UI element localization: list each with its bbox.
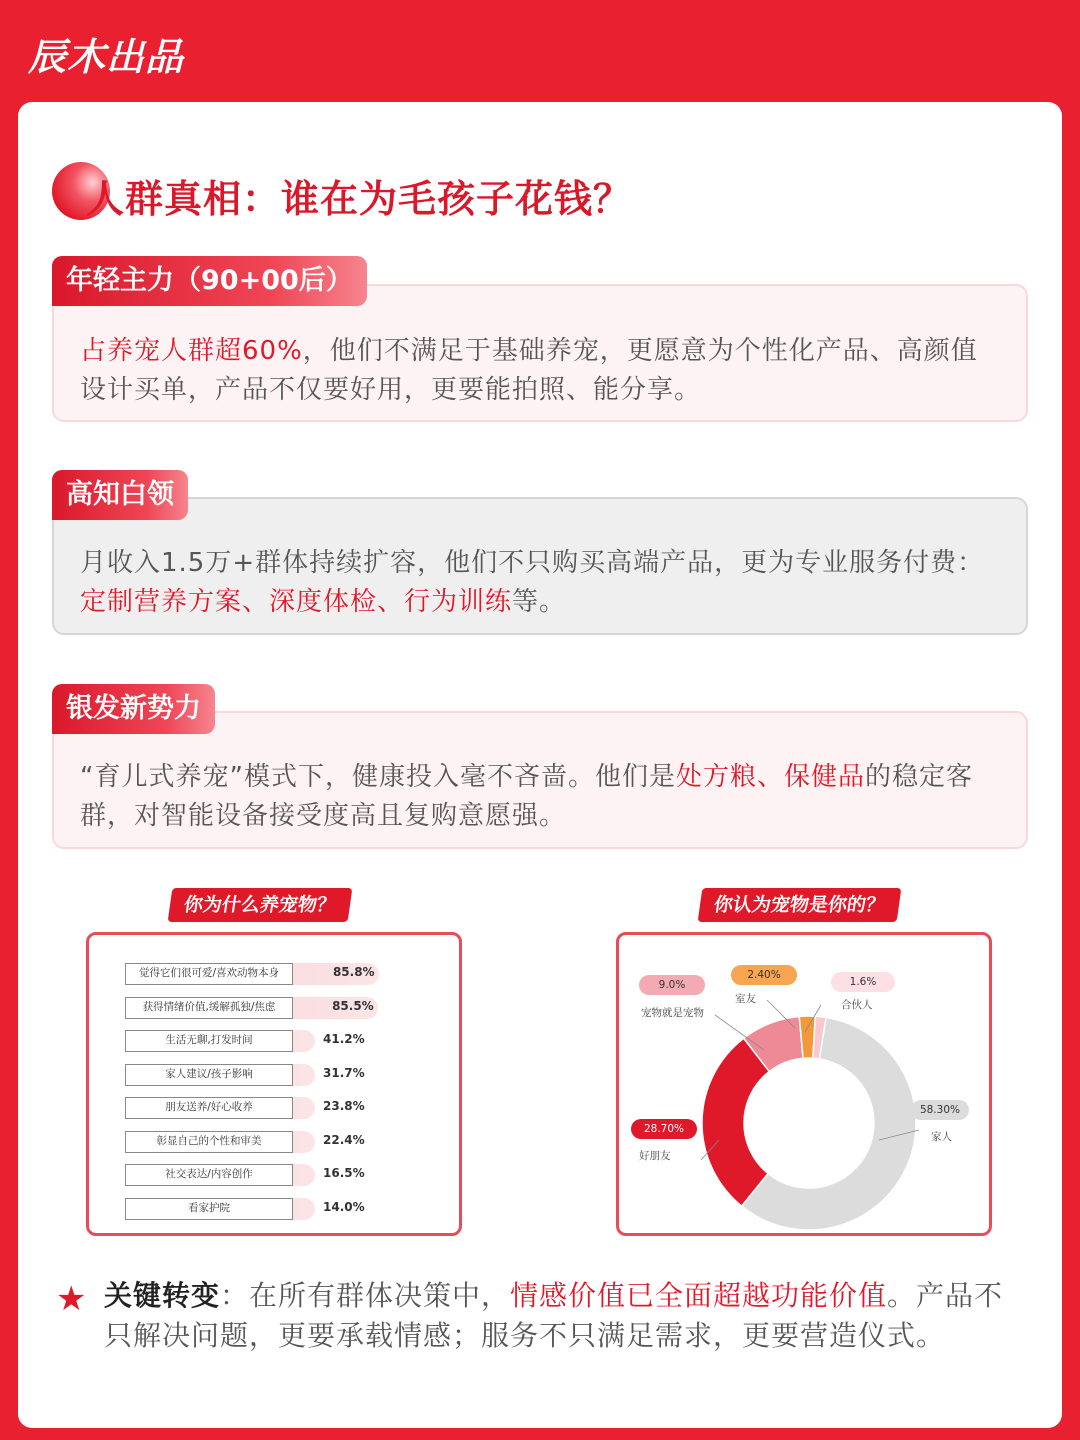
section-tag: 高知白领	[52, 470, 188, 520]
body-text: 月收入1.5万+群体持续扩容，他们不只购买高端产品，更为专业服务付费：	[80, 548, 985, 578]
bar-category-label: 看家护院	[125, 1198, 293, 1220]
page-title: 人群真相：谁在为毛孩子花钱？	[86, 177, 633, 221]
bar-chart	[86, 932, 462, 1236]
body-text-end: 的稳定客群，对智能设备接受度高且复购意愿强。	[80, 762, 973, 831]
bar-category-label: 获得情绪价值,缓解孤独/焦虑	[125, 997, 293, 1019]
slice-label: 室友	[735, 993, 756, 1005]
highlight-text: 占养宠人群超60%	[80, 336, 303, 366]
donut-chart-title: 你认为宠物是你的？	[698, 888, 902, 922]
slice-value-pill: 2.40%	[731, 965, 797, 985]
bar-value-label: 85.5%	[332, 998, 374, 1013]
slice-label: 宠物就是宠物	[641, 1007, 704, 1019]
key-highlight: 情感价值已全面超越功能价值	[510, 1279, 888, 1312]
bar-value-label: 85.8%	[332, 965, 375, 979]
section-body	[80, 332, 1000, 410]
slice-value-pill: 9.0%	[639, 975, 705, 995]
slice-value-pill: 58.30%	[911, 1100, 969, 1120]
body-text: ，他们不满足于基础养宠，更愿意为个性化产品、高颜值设计买单，产品不仅要好用，更要能拍照、能分享。	[80, 336, 978, 405]
bar-category-label: 朋友送养/好心收养	[125, 1097, 293, 1119]
section-tag: 银发新势力	[52, 684, 215, 734]
bar-category-label: 社交表达/内容创作	[125, 1164, 293, 1186]
section-body	[80, 544, 1000, 622]
section-white-collar	[52, 470, 1028, 636]
key-text-before: ：在所有群体决策中，	[220, 1279, 511, 1312]
key-label: 关键转变	[104, 1279, 221, 1312]
key-text-after: 。产品不只解决问题，更要承载情感；服务不只满足需求，更要营造仪式。	[104, 1279, 1004, 1352]
slice-label: 家人	[931, 1131, 952, 1143]
section-tag: 年轻主力（90+00后）	[52, 256, 367, 306]
content-card	[18, 102, 1062, 1428]
section-young	[52, 256, 1028, 424]
bar-value-label: 22.4%	[323, 1132, 365, 1147]
slice-value-pill: 28.70%	[631, 1119, 697, 1139]
bar-value-label: 41.2%	[323, 1032, 365, 1046]
star-icon: ★	[56, 1279, 87, 1319]
slice-value-pill: 1.6%	[831, 972, 895, 992]
bar-chart-title: 你为什么养宠物？	[168, 888, 353, 922]
bar-value-label: 14.0%	[323, 1199, 365, 1214]
bar-category-label: 生活无聊,打发时间	[125, 1030, 293, 1052]
slice-label: 好朋友	[639, 1150, 671, 1162]
body-text-end: 等。	[512, 587, 567, 617]
bar-value-label: 16.5%	[323, 1166, 365, 1180]
key-text	[104, 1276, 1024, 1356]
highlight-text: 定制营养方案、深度体检、行为训练	[80, 587, 513, 617]
body-text: “育儿式养宠”模式下，健康投入毫不吝啬。他们是	[80, 762, 676, 792]
section-silver	[52, 684, 1028, 850]
bar-value-label: 23.8%	[323, 1099, 365, 1113]
bar-category-label: 彰显自己的个性和审美	[125, 1131, 293, 1153]
donut-chart	[616, 932, 992, 1236]
bar-category-label: 觉得它们很可爱/喜欢动物本身	[125, 963, 293, 985]
bar-value-label: 31.7%	[323, 1065, 365, 1080]
slice-label: 合伙人	[841, 999, 873, 1011]
highlight-text: 处方粮、保健品	[675, 762, 865, 792]
bar-category-label: 家人建议/孩子影响	[125, 1064, 293, 1086]
brand-logo: 辰木出品	[28, 35, 185, 79]
section-body	[80, 758, 1000, 836]
donut-hole	[744, 1058, 874, 1188]
